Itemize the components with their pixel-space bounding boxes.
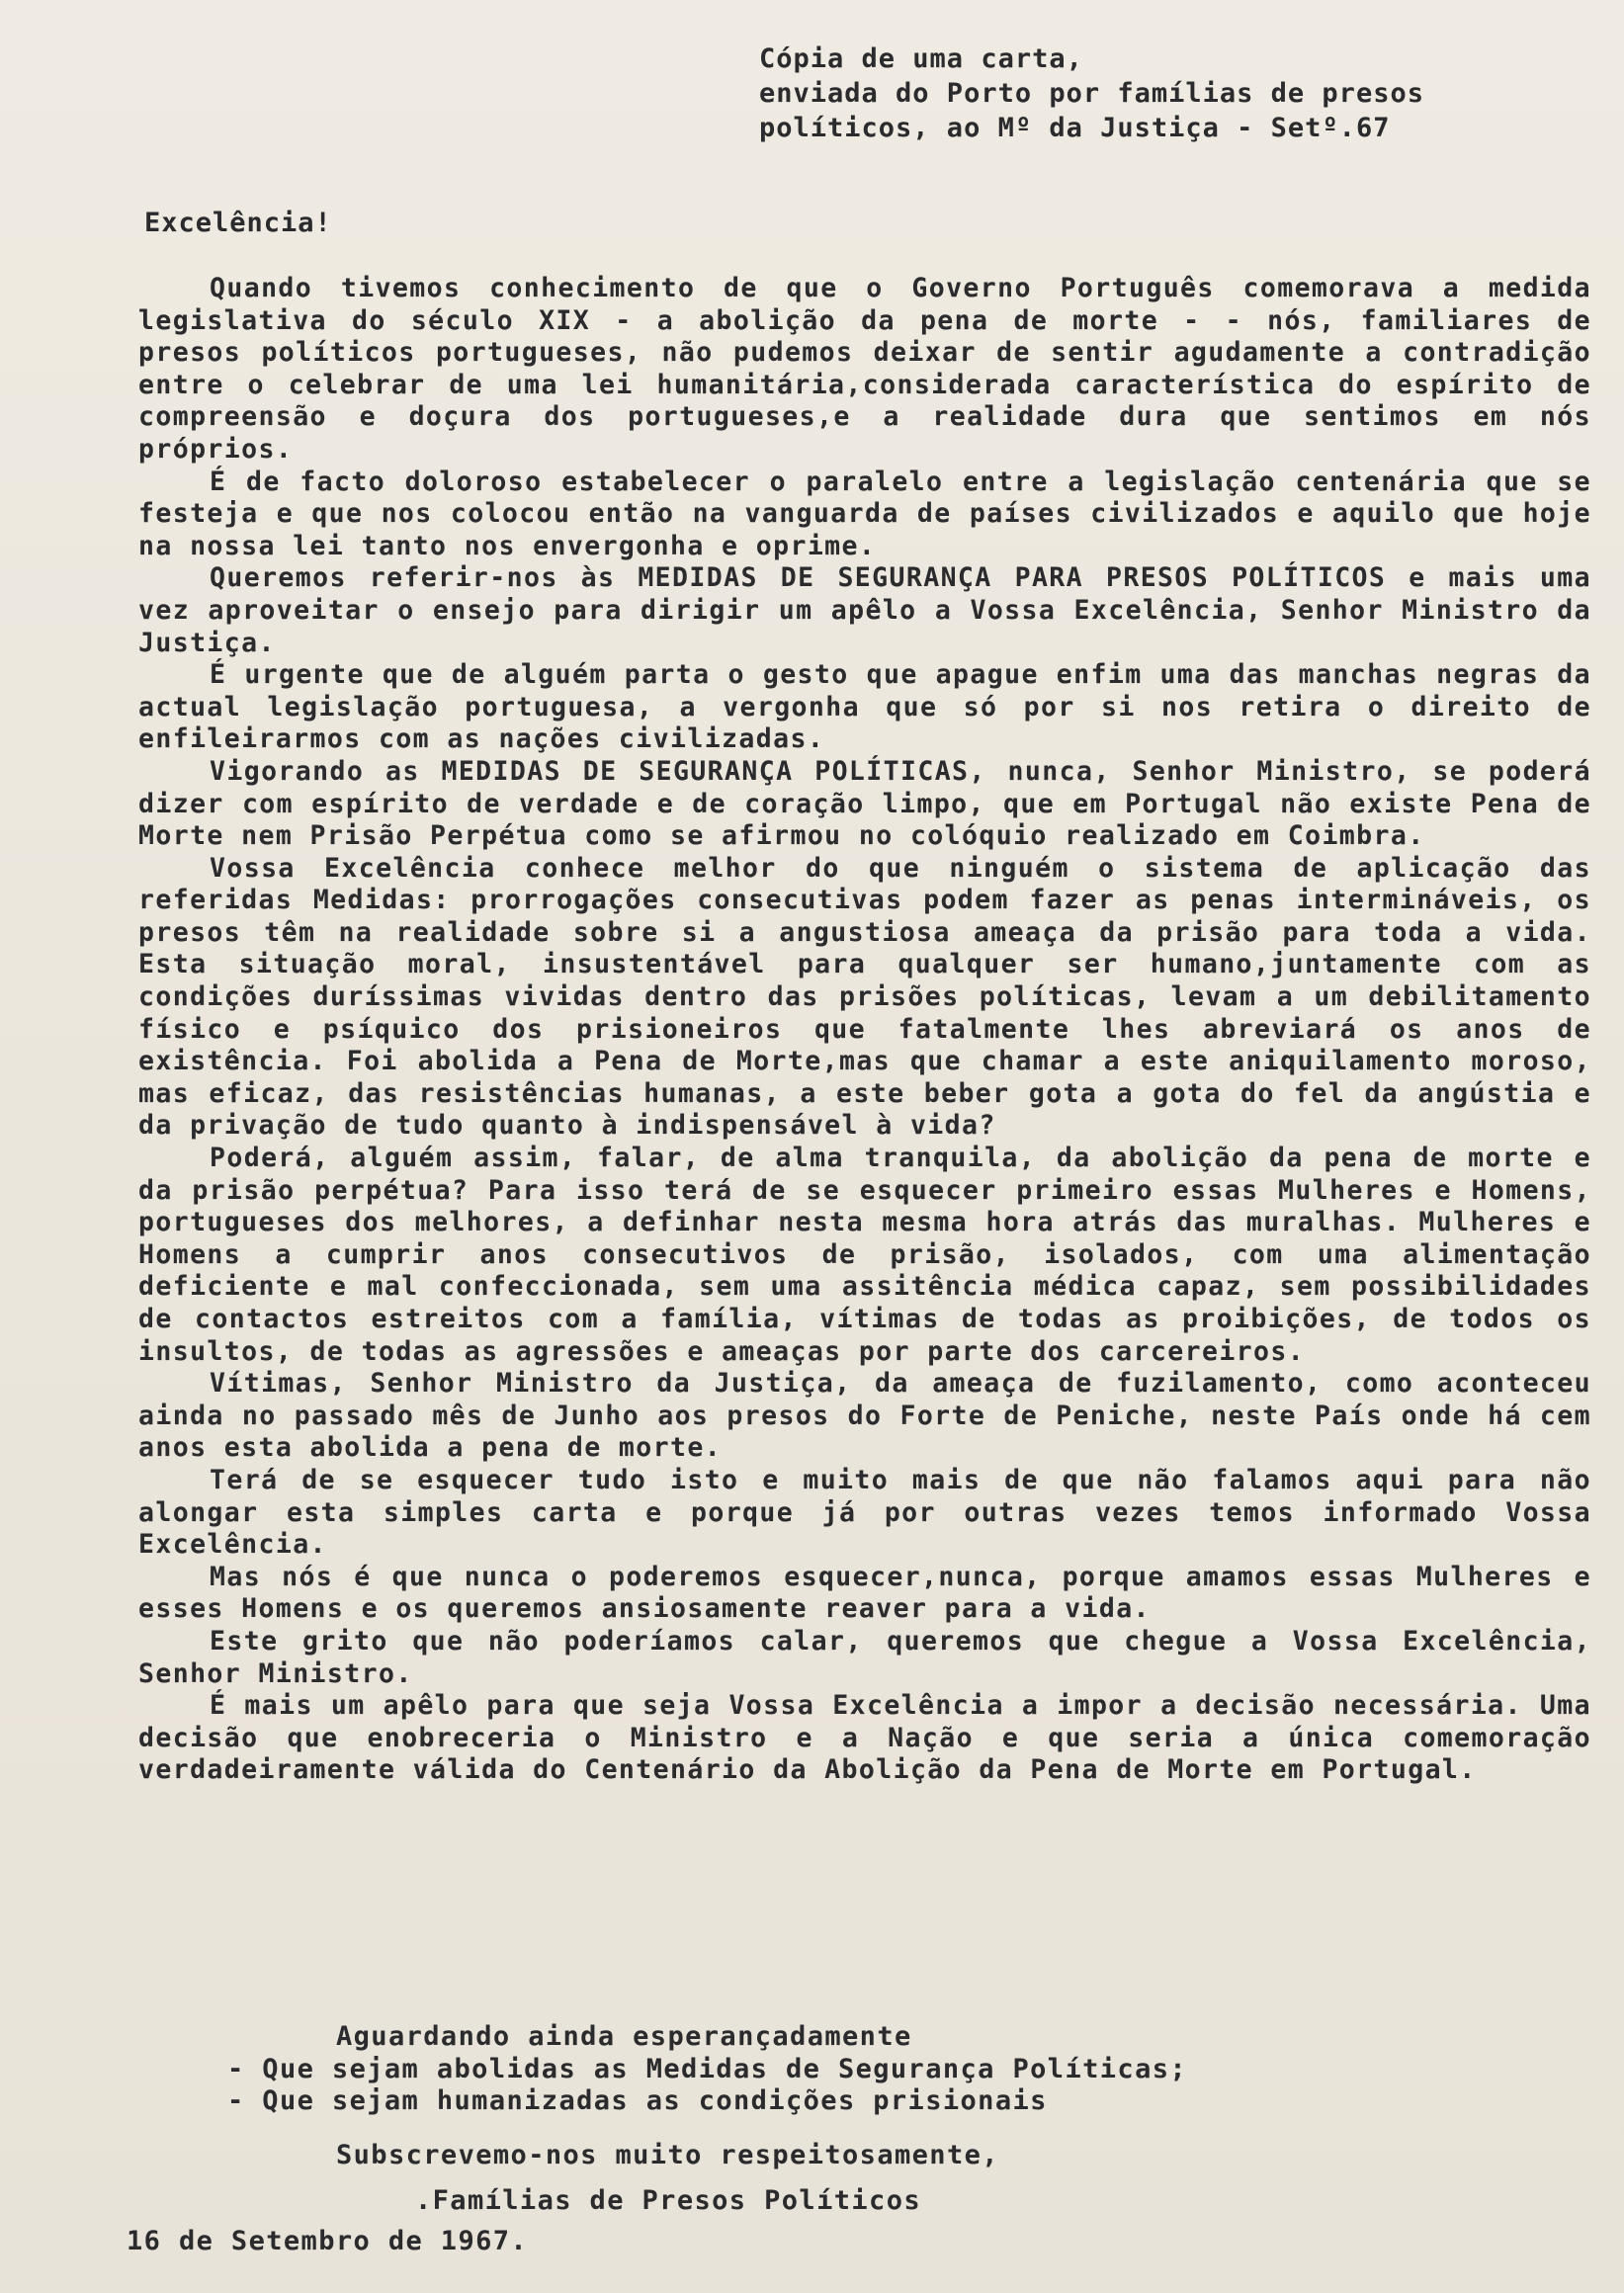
request-item-2: - Que sejam humanizadas as condições prisionais [227, 2085, 1048, 2116]
header-line-1: Cópia de uma carta, [759, 43, 1083, 74]
signature: .Famílias de Presos Políticos [415, 2185, 922, 2216]
paragraph: Vossa Excelência conhece melhor do que ninguém o sistema de aplicação das referidas Medidas: prorrogações consecutivas podem fazer as penas intermináveis, os presos têm na realidade sobre si a angustiosa ameaça da prisão para toda a vida. Esta situação moral, insustentável para qualquer ser humano,juntamente com as condições duríssimas vividas dentro das prisões políticas, levam a um debilitamento físico e psíquico dos prisioneiros que fatalmente lhes abreviará os anos de existência. Foi abolida a Pena de Morte,mas que chamar a este aniquilamento moroso, mas eficaz, das resistências humanas, a este beber gota a gota do fel da angústia e da privação de tudo quanto à indispensável à vida? [138, 852, 1591, 1142]
letter-closing [227, 2021, 1591, 2218]
awaiting-line: Aguardando ainda esperançadamente [336, 2021, 912, 2052]
paragraph: Mas nós é que nunca o poderemos esquecer,nunca, porque amamos essas Mulheres e esses Homens e os queremos ansiosamente reaver para a vida. [138, 1561, 1591, 1625]
salutation: Excelência! [144, 208, 332, 238]
paragraph: Quando tivemos conhecimento de que o Governo Português comemorava a medida legislativa do século XIX - a abolição da pena de morte - - nós, familiares de presos políticos portugueses, não pudemos deixar de sentir agudamente a contradição entre o celebrar de uma lei humanitária,considerada característica do espírito de compreensão e doçura dos portugueses,e a realidade dura que sentimos em nós próprios. [138, 273, 1591, 465]
header-line-3: políticos, ao Mº da Justiça - Setº.67 [759, 113, 1391, 143]
paragraph: Poderá, alguém assim, falar, de alma tranquila, da abolição da pena de morte e da prisão perpétua? Para isso terá de se esquecer primeiro essas Mulheres e Homens, portugueses dos melhores, a definhar nesta mesma hora atrás das muralhas. Mulheres e Homens a cumprir anos consecutivos de prisão, isolados, com uma alimentação deficiente e mal confeccionada, sem uma assitência médica capaz, sem possibilidades de contactos estreitos com a família, vítimas de todas as proibições, de todos os insultos, de todas as agressões e ameaças por parte dos carcereiros. [138, 1143, 1591, 1367]
paragraph: Vítimas, Senhor Ministro da Justiça, da ameaça de fuzilamento, como aconteceu ainda no passado mês de Junho aos presos do Forte de Peniche, neste País onde há cem anos esta abolida a pena de morte. [138, 1368, 1591, 1464]
header-line-2: enviada do Porto por famílias de presos [759, 78, 1424, 109]
paragraph: Este grito que não poderíamos calar, queremos que chegue a Vossa Excelência, Senhor Ministro. [138, 1625, 1591, 1689]
paragraph: É urgente que de alguém parta o gesto que apague enfim uma das manchas negras da actual legislação portuguesa, a vergonha que só por si nos retira o direito de enfileirarmos com as nações civilizadas. [138, 659, 1591, 755]
paragraph: Terá de se esquecer tudo isto e muito mais de que não falamos aqui para não alongar esta simples carta e porque já por outras vezes temos informado Vossa Excelência. [138, 1464, 1591, 1561]
letter-body [138, 273, 1591, 1787]
subscription-line: Subscrevemo-nos muito respeitosamente, [336, 2139, 999, 2170]
paragraph: É de facto doloroso estabelecer o paralelo entre a legislação centenária que se festeja e que nos colocou então na vanguarda de países civilizados e aquilo que hoje na nossa lei tanto nos envergonha e oprime. [138, 466, 1591, 561]
copy-header [759, 42, 1580, 145]
paragraph: É mais um apêlo para que seja Vossa Excelência a impor a decisão necessária. Uma decisão que enobreceria o Ministro e a Nação e que seria a única comemoração verdadeiramente válida do Centenário da Abolição da Pena de Morte em Portugal. [138, 1690, 1591, 1786]
letter-date: 16 de Setembro de 1967. [127, 2226, 529, 2256]
request-item-1: - Que sejam abolidas as Medidas de Segurança Políticas; [227, 2053, 1188, 2084]
paragraph: Vigorando as MEDIDAS DE SEGURANÇA POLÍTICAS, nunca, Senhor Ministro, se poderá dizer com espírito de verdade e de coração limpo, que em Portugal não existe Pena de Morte nem Prisão Perpétua como se afirmou no colóquio realizado em Coimbra. [138, 755, 1591, 852]
paragraph: Queremos referir-nos às MEDIDAS DE SEGURANÇA PARA PRESOS POLÍTICOS e mais uma vez aproveitar o ensejo para dirigir um apêlo a Vossa Excelência, Senhor Ministro da Justiça. [138, 562, 1591, 658]
